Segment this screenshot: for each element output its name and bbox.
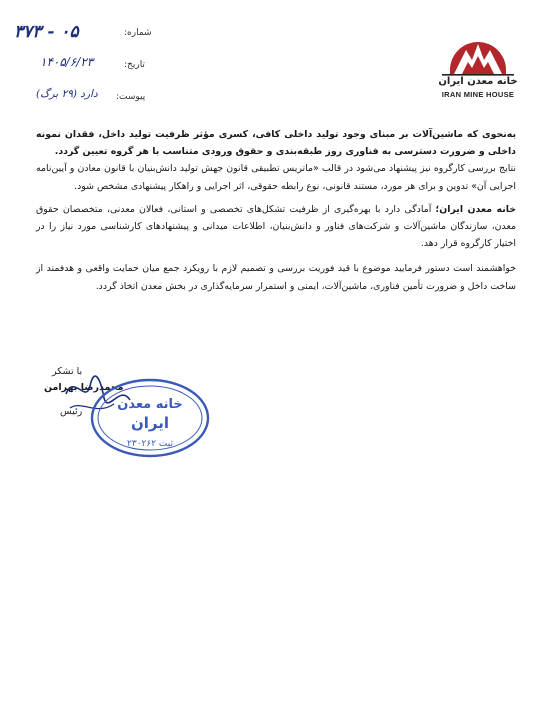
letter-number: ۰۵ - ۳۷۳ — [14, 22, 79, 42]
paragraph-3-lead: خانه معدن ایران؛ — [435, 203, 516, 215]
paragraph-2 — [36, 160, 516, 194]
date-label: تاریخ: — [124, 60, 145, 70]
attachment-value: دارد (۲۹ برگ) — [36, 88, 98, 100]
letter-body — [36, 126, 516, 295]
paragraph-3-text: آمادگی دارد با بهره‌گیری از ظرفیت تشکل‌های تخصصی و استانی، فعالان معدنی، متخصصان حقوق معدن، سازندگان ماشین‌آلات و شرکت‌های فناور و دانش‌بنیان، اطلاعات میدانی و پیشنهادهای کارشناسی مورد نیاز را در اختیار کارگروه قرار دهد. — [36, 203, 516, 250]
paragraph-4: خواهشمند است دستور فرمایید موضوع با قید فوریت بررسی و تصمیم لازم با رویکرد جمع میان حمایت واقعی و هدفمند از ساخت داخل و ضرورت تأمین فناوری، ماشین‌آلات، ایمنی و استمرار سرمایه‌گذاری در بخش معدن اتخاذ گردد. — [36, 263, 516, 292]
closing-thanks: با تشکر — [52, 366, 83, 377]
attachment-label: پیوست: — [116, 92, 146, 102]
letter-date: ۱۴۰۵/۶/۲۳ — [40, 55, 94, 69]
paragraph-1: به‌نحوی که ماشین‌آلات بر مبنای وجود تولید داخلی کافی، کسری مؤثر ظرفیت تولید داخل، فقدان نمونه داخلی و ضرورت دسترسی به فناوری روز طبقه‌بندی و حقوق ورودی متناسب با هر گروه تعیین گردد. — [36, 129, 516, 158]
paragraph-3 — [36, 201, 516, 253]
signer-name: محمدرضا بهرامن — [44, 382, 124, 393]
stamp-text-top: خانه معدن — [117, 397, 183, 412]
number-label: شماره: — [124, 28, 152, 38]
logo-name-en: IRAN MINE HOUSE — [441, 90, 515, 99]
stamp-registration: ثبت ۲۳۰۲۶۲ — [127, 439, 173, 449]
signer-title: رئیس — [60, 406, 83, 417]
paragraph-2-text: نتایج بررسی کارگروه نیز پیشنهاد می‌شود در قالب «ماتریس تطبیقی قانون جهش تولید دانش‌بنیان با قانون معادن و آیین‌نامه اجرایی آن» تدوین و برای هر مورد، مستند قانونی، نوع رابطه حقوقی، اثر اجرایی و راهکار پیشنهادی مشخص شود. — [36, 163, 516, 192]
stamp-text-mid: ایران — [130, 414, 170, 432]
logo-name-fa: خانه معدن ایران — [438, 76, 518, 87]
official-stamp — [88, 376, 218, 462]
